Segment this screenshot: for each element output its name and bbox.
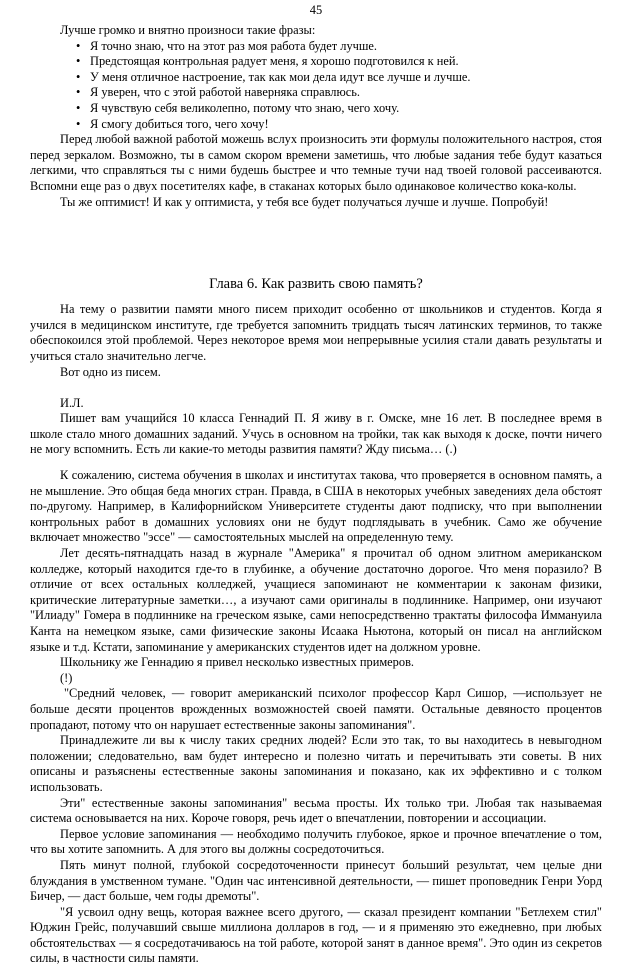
paragraph: Первое условие запоминания — необходимо получить глубокое, яркое и прочное впечатление о том, что вы хотите запомнить. А для этого вы должны сосредоточиться. [30, 826, 602, 857]
list-item: • Я чувствую себя великолепно, потому что знаю, чего хочу. [76, 101, 602, 117]
paragraph: Школьнику же Геннадию я привел несколько известных примеров. [60, 655, 415, 670]
spacer [30, 380, 602, 396]
letter-text: Пишет вам учащийся 10 класса Геннадий П. Я живу в г. Омске, мне 16 лет. В последнее время в школе стало много домашних заданий. Учусь в основном на тройки, так как выходя к доске, почти ничего не могу вспомнить. Есть ли какие-то методы развития памяти? Жду письма… (.) [30, 411, 602, 457]
paragraph: На тему о развитии памяти много писем приходит особенно от школьников и студентов. Когда я учился в медицинском институте, где требуется запомнить тридцать тысяч латинских терминов, то также обеспокоился этой проблемой. Через некоторое время мои непрерывные усилия стали давать результаты и учиться стало значительно легче. [30, 302, 602, 363]
paragraph: К сожалению, система обучения в школах и институтах такова, что проверяется в основном память, а не мышление. Это общая беда многих стран. Правда, в США в некоторых учебных заведениях дела обстоят по-другому. Например, в Калифорнийском Университете студенты дают подписку, что при выполнении контрольных работ в домашних условиях они не будут подглядывать в учебник. Само же обучение включает множество "эссе" — самостоятельных мыслей на определенную тему. [30, 468, 602, 545]
affirmations-list [30, 39, 602, 133]
list-item: • Я смогу добиться того, чего хочу! [76, 117, 602, 133]
paragraph: "Я усвоил одну вещь, которая важнее всего другого, — сказал президент компании "Бетлехем стил" Юджин Грейс, получавший свыше миллиона долларов в год, — и я применяю это ежедневно, при любых обстоятельствах — я сосредотачиваюсь на той работе, которой занят в данное время". Это один из секретов силы, в частности силы памяти. [30, 904, 602, 966]
list-item: • Предстоящая контрольная радует меня, я хорошо подготовился к ней. [76, 54, 602, 70]
exclamation-mark-line: (!) [60, 670, 73, 685]
list-item: • У меня отличное настроение, так как мои дела идут все лучше и лучше. [76, 70, 602, 86]
letter-signature: И.Л. [60, 395, 84, 410]
paragraph: Эти" естественные законы запоминания" весьма просты. Их только три. Любая так называемая система основывается на них. Короче говоря, речь идет о впечатлении, повторении и ассоциации. [30, 795, 602, 826]
spacer [30, 458, 602, 468]
paragraph: Вот одно из писем. [60, 364, 161, 379]
spacer [30, 210, 602, 274]
paragraph: Принадлежите ли вы к числу таких средних людей? Если это так, то вы находитесь в невыгодном положении; следовательно, вам будет интересно и полезно читать и перечитывать эти советы. В них описаны и разъяснены естественные законы запоминания и показано, как их эффективно и с толком использовать. [30, 733, 602, 794]
paragraph: Ты же оптимист! И как у оптимиста, у тебя все будет получаться лучше и лучше. Попробуй! [60, 194, 549, 209]
quote-paragraph: "Средний человек, — говорит американский психолог профессор Карл Сишор, —использует не больше десяти процентов врожденных возможностей своей памяти. Остальные девяносто процентов пропадают, потому что он нарушает естественные законы запоминания". [30, 686, 602, 732]
list-item: • Я точно знаю, что на этот раз моя работа будет лучше. [76, 39, 602, 55]
paragraph: Лет десять-пятнадцать назад в журнале "Америка" я прочитал об одном элитном американском колледже, который находится где-то в глубинке, а обучение достаточно дорогое. Что меня поразило? В отличие от всех остальных колледжей, учащиеся запоминают не комментарии к законам физики, критические литературные заметки…, а изучают сами оригиналы в подлиннике. Например, они изучают "Илиаду" Гомера в подлиннике на греческом языке, сами непосредственно трактаты философа Иммануила Канта на немецком языке, сами физические законы Исаака Ньютона, который он писал на английском языке и т.д. Кстати, запоминание у американских студентов идет на должном уровне. [30, 546, 602, 654]
page-number: 45 [309, 3, 323, 17]
intro-line: Лучше громко и внятно произноси такие фразы: [60, 23, 316, 37]
chapter-title: Глава 6. Как развить свою память? [209, 276, 423, 293]
paragraph: Пять минут полной, глубокой сосредоточенности принесут больший результат, чем целые дни блуждания в умственном тумане. "Один час интенсивной деятельности, — пишет проповедник Генри Уорд Бичер, — даст больше, чем годы дремоты". [30, 857, 602, 904]
paragraph: Перед любой важной работой можешь вслух произносить эти формулы положительного настроя, стоя перед зеркалом. Возможно, ты в самом скором времени заметишь, что любые задания тебе будут казаться легкими, что справляться ты с ними будешь быстрее и что темные тучи над твоей головой рассеиваются. Вспомни еще раз о двух посетителях кафе, в стаканах которых было одинаковое количество кока-колы. [30, 132, 602, 193]
list-item: • Я уверен, что с этой работой наверняка справлюсь. [76, 85, 602, 101]
